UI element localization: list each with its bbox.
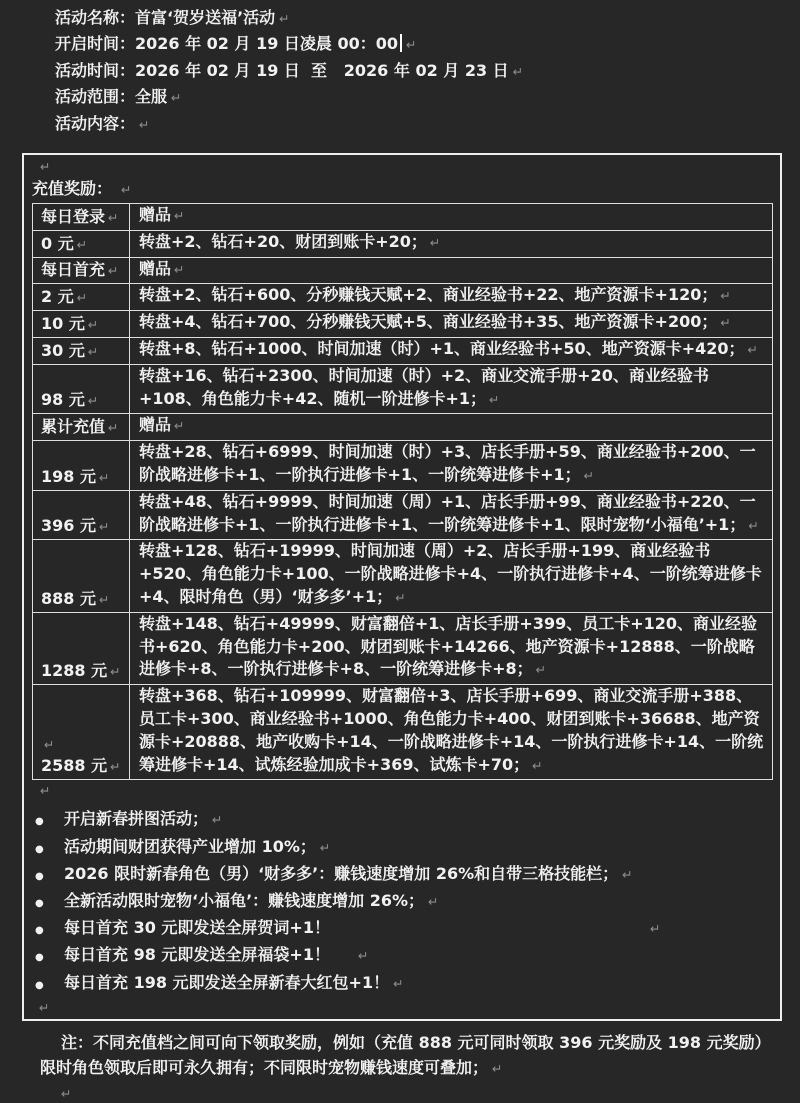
reward-tier-text: 1288 元 <box>41 661 108 681</box>
reward-tier-text: 0 元 <box>41 233 74 253</box>
pilcrow-mark: ↵ <box>429 234 441 250</box>
pilcrow-mark: ↵ <box>489 391 500 407</box>
pilcrow-mark: ↵ <box>87 343 99 359</box>
reward-tier-label <box>41 465 127 489</box>
reward-tier-text: 每日登录 <box>41 206 106 226</box>
intro-line <box>55 84 800 110</box>
pilcrow-mark: ↵ <box>174 261 185 277</box>
bullet-item <box>32 807 772 834</box>
pilcrow-mark: ↵ <box>428 893 439 909</box>
pilcrow-mark: ↵ <box>393 975 404 991</box>
reward-content-text: 转盘+8、钻石+1000、时间加速（时）+1、商业经验书+50、地产资源卡+420； <box>139 339 745 359</box>
reward-content-text: 转盘+368、钻石+109999、财富翻倍+3、店长手册+699、商业交流手册+388、员工卡+300、商业经验书+1000、角色能力卡+400、财团到账卡+36688、地产资源卡+20888、地产收购卡+14、一阶战略进修卡+14、一阶执行进修卡+14、一阶统筹进修卡+14、试炼经验加成卡+369、试炼卡+70； <box>139 686 764 774</box>
reward-table-row <box>33 364 773 414</box>
intro-section <box>0 0 800 137</box>
reward-tier-text: 98 元 <box>41 390 85 410</box>
reward-tier-text: 2588 元 <box>41 756 108 776</box>
bullet-icon: ● <box>35 952 44 964</box>
empty-paragraph <box>32 780 772 800</box>
reward-table-header-row <box>33 204 773 231</box>
reward-tier-label <box>41 659 127 683</box>
reward-content-cell <box>130 364 773 414</box>
pilcrow-mark: ↵ <box>319 839 331 855</box>
pilcrow-mark: ↵ <box>98 519 110 535</box>
pilcrow-mark: ↵ <box>406 37 417 53</box>
rewards-table <box>32 203 773 780</box>
bullet-icon: ● <box>35 897 44 909</box>
intro-line <box>55 31 800 57</box>
bullet-icon: ● <box>35 979 44 991</box>
bullet-item <box>32 835 772 862</box>
reward-tier-cell <box>33 204 130 231</box>
pilcrow-mark: ↵ <box>212 812 223 828</box>
pilcrow-mark: ↵ <box>532 757 543 773</box>
reward-tier-label <box>41 205 127 229</box>
empty-paragraph <box>32 156 772 176</box>
reward-tier-cell <box>33 284 130 311</box>
reward-table-row <box>33 612 773 684</box>
reward-table-row <box>33 441 773 491</box>
reward-tier-label <box>41 587 127 611</box>
bullet-list <box>32 807 772 997</box>
bullet-item <box>32 971 772 998</box>
bullet-item <box>32 943 772 970</box>
reward-content-text: 赠品 <box>139 205 172 225</box>
reward-tier-text: 396 元 <box>41 516 96 536</box>
pilcrow-mark: ↵ <box>512 63 524 79</box>
bullet-text: 每日首充 30 元即发送全屏贺词+1！ <box>64 918 330 938</box>
reward-tier-cell <box>33 441 130 491</box>
bullet-text: 全新活动限时宠物‘小福龟’：赚钱速度增加 26%； <box>64 890 425 910</box>
bullet-text: 开启新春拼图活动； <box>64 809 209 829</box>
reward-tier-label <box>41 232 127 256</box>
pilcrow-mark: ↵ <box>139 116 150 132</box>
pilcrow-mark: ↵ <box>171 90 182 106</box>
pilcrow-mark: ↵ <box>492 1061 503 1077</box>
reward-content-text: 转盘+28、钻石+6999、时间加速（时）+3、店长手册+59、商业经验书+200、一阶战略进修卡+1、一阶执行进修卡+1、一阶统筹进修卡+1； <box>139 442 756 484</box>
bullet-icon: ● <box>35 816 44 828</box>
reward-tier-cell <box>33 490 130 540</box>
reward-tier-label <box>41 285 127 309</box>
pilcrow-mark: ↵ <box>174 418 185 434</box>
reward-tier-text: 198 元 <box>41 466 96 486</box>
bullet-icon: ● <box>35 843 44 855</box>
pilcrow-mark: ↵ <box>720 288 731 304</box>
reward-tier-label <box>41 388 127 412</box>
reward-content-cell <box>130 540 773 612</box>
pilcrow-mark: ↵ <box>279 11 290 26</box>
reward-table-row <box>33 490 773 540</box>
reward-tier-label <box>41 258 127 282</box>
reward-tier-cell <box>33 230 130 257</box>
rewards-title-line <box>32 176 772 202</box>
pilcrow-mark: ↵ <box>748 517 759 533</box>
reward-tier-text: 30 元 <box>41 340 85 360</box>
reward-content-text: 赠品 <box>139 258 172 278</box>
reward-content-cell <box>130 414 773 441</box>
intro-line-text: 活动内容： <box>55 113 136 133</box>
reward-content-text: 转盘+16、钻石+2300、时间加速（时）+2、商业交流手册+20、商业经验书+108、角色能力卡+42、随机一阶进修卡+1； <box>139 365 709 408</box>
reward-content-cell <box>130 685 773 780</box>
bullet-icon: ● <box>35 870 44 882</box>
reward-table-header-row <box>33 257 773 284</box>
intro-line <box>55 58 800 84</box>
intro-line-text: 活动范围：全服 <box>55 87 168 107</box>
reward-content-text: 转盘+48、钻石+9999、时间加速（周）+1、店长手册+99、商业经验书+220、一阶战略进修卡+1、一阶执行进修卡+1、一阶统筹进修卡+1、限时宠物‘小福龟’+1； <box>139 491 756 534</box>
reward-table-row <box>33 230 773 257</box>
intro-line-text: 开启时间：2026 年 02 月 19 日凌晨 00：00 <box>55 34 399 54</box>
reward-content-cell <box>130 338 773 365</box>
reward-content-text: 转盘+2、钻石+600、分秒赚钱天赋+2、商业经验书+22、地产资源卡+120； <box>139 285 718 305</box>
intro-line <box>55 111 800 137</box>
reward-table-row <box>33 311 773 338</box>
reward-tier-label <box>41 415 127 439</box>
reward-tier-cell <box>33 414 130 441</box>
text-cursor <box>400 34 402 52</box>
pilcrow-mark: ↵ <box>110 759 121 775</box>
reward-table-row <box>33 338 773 365</box>
pilcrow-mark: ↵ <box>622 866 633 882</box>
bullet-item <box>32 916 772 943</box>
bullet-text: 活动期间财团获得产业增加 10%； <box>64 836 316 856</box>
pilcrow-mark: ↵ <box>87 393 99 409</box>
pilcrow-mark: ↵ <box>40 783 51 799</box>
pilcrow-mark: ↵ <box>121 182 132 198</box>
reward-tier-label <box>41 312 127 336</box>
reward-tier-label <box>41 339 127 363</box>
empty-paragraph <box>32 998 772 1016</box>
pilcrow-mark: ↵ <box>98 591 110 607</box>
reward-tier-text: 每日首充 <box>41 260 106 280</box>
bullet-text: 每日首充 98 元即发送全屏福袋+1！ <box>64 945 330 965</box>
reward-tier-text: 2 元 <box>41 287 74 307</box>
pilcrow-mark: ↵ <box>76 236 88 252</box>
reward-content-cell <box>130 257 773 284</box>
note-text: 注：不同充值档之间可向下领取奖励，例如（充值 888 元可同时领取 396 元奖励及 198 元奖励）限时角色领取后即可永久拥有；不同限时宠物赚钱速度可叠加； <box>40 1032 763 1078</box>
pilcrow-mark: ↵ <box>108 420 119 436</box>
empty-paragraph <box>41 733 127 754</box>
pilcrow-mark: ↵ <box>76 290 88 306</box>
reward-tier-text: 888 元 <box>41 588 96 608</box>
pilcrow-mark: ↵ <box>39 999 50 1015</box>
reward-table-header-row <box>33 414 773 441</box>
reward-tier-cell <box>33 311 130 338</box>
reward-tier-cell <box>33 540 130 612</box>
intro-line-text: 活动时间：2026 年 02 月 19 日 至 2026 年 02 月 23 日 <box>55 60 509 80</box>
pilcrow-mark: ↵ <box>108 263 119 279</box>
reward-content-text: 赠品 <box>139 415 172 435</box>
bullet-text: 每日首充 198 元即发送全屏新春大红包+1！ <box>64 972 390 992</box>
pilcrow-mark: ↵ <box>44 737 55 753</box>
pilcrow-mark: ↵ <box>395 589 406 605</box>
pilcrow-mark: ↵ <box>61 1085 72 1101</box>
reward-tier-label <box>41 754 127 778</box>
reward-content-text: 转盘+2、钻石+20、财团到账卡+20； <box>139 231 427 251</box>
pilcrow-mark: ↵ <box>747 342 758 358</box>
rewards-box <box>22 153 782 1021</box>
pilcrow-mark: ↵ <box>535 662 547 678</box>
pilcrow-mark: ↵ <box>583 468 595 483</box>
pilcrow-mark: ↵ <box>357 948 369 964</box>
reward-content-cell <box>130 490 773 540</box>
pilcrow-mark: ↵ <box>110 664 121 680</box>
bullet-icon: ● <box>35 925 44 937</box>
reward-tier-text: 10 元 <box>41 314 85 334</box>
reward-table-row <box>33 685 773 780</box>
reward-tier-label <box>41 514 127 538</box>
pilcrow-mark: ↵ <box>87 317 99 333</box>
reward-table-row <box>33 540 773 612</box>
reward-tier-text: 累计充值 <box>41 417 106 437</box>
intro-line <box>55 5 800 31</box>
reward-tier-cell <box>33 338 130 365</box>
empty-paragraph <box>57 1084 800 1103</box>
note-paragraph <box>40 1030 764 1082</box>
reward-content-text: 转盘+148、钻石+49999、财富翻倍+1、店长手册+399、员工卡+120、商业经验书+620、角色能力卡+200、财团到账卡+14266、地产资源卡+12888、一阶战略进修卡+8、一阶执行进修卡+8、一阶统筹进修卡+8； <box>139 613 758 679</box>
bullet-item <box>32 862 772 889</box>
reward-content-cell <box>130 311 773 338</box>
rewards-title: 充值奖励： <box>32 179 113 199</box>
reward-tier-cell <box>33 685 130 780</box>
pilcrow-mark: ↵ <box>720 315 731 331</box>
reward-content-text: 转盘+4、钻石+700、分秒赚钱天赋+5、商业经验书+35、地产资源卡+200； <box>139 312 718 332</box>
reward-tier-cell <box>33 257 130 284</box>
reward-tier-cell <box>33 612 130 684</box>
reward-content-cell <box>130 441 773 491</box>
reward-content-cell <box>130 612 773 684</box>
reward-content-cell <box>130 230 773 257</box>
bullet-text: 2026 限时新春角色（男）‘财多多’：赚钱速度增加 26%和自带三格技能栏； <box>64 863 619 883</box>
reward-table-row <box>33 284 773 311</box>
reward-content-text: 转盘+128、钻石+19999、时间加速（周）+2、店长手册+199、商业经验书+520、角色能力卡+100、一阶战略进修卡+4、一阶执行进修卡+4、一阶统筹进修卡+4、限时角色（男）‘财多多’+1； <box>139 541 762 606</box>
bullet-item <box>32 889 772 916</box>
reward-content-cell <box>130 204 773 231</box>
pilcrow-mark: ↵ <box>40 159 51 175</box>
pilcrow-mark: ↵ <box>98 469 110 485</box>
reward-tier-cell <box>33 364 130 414</box>
pilcrow-mark: ↵ <box>108 209 119 225</box>
pilcrow-mark: ↵ <box>174 208 185 224</box>
pilcrow-mark: ↵ <box>649 921 661 937</box>
intro-line-text: 活动名称：首富‘贺岁送福’活动 <box>55 8 276 27</box>
reward-content-cell <box>130 284 773 311</box>
